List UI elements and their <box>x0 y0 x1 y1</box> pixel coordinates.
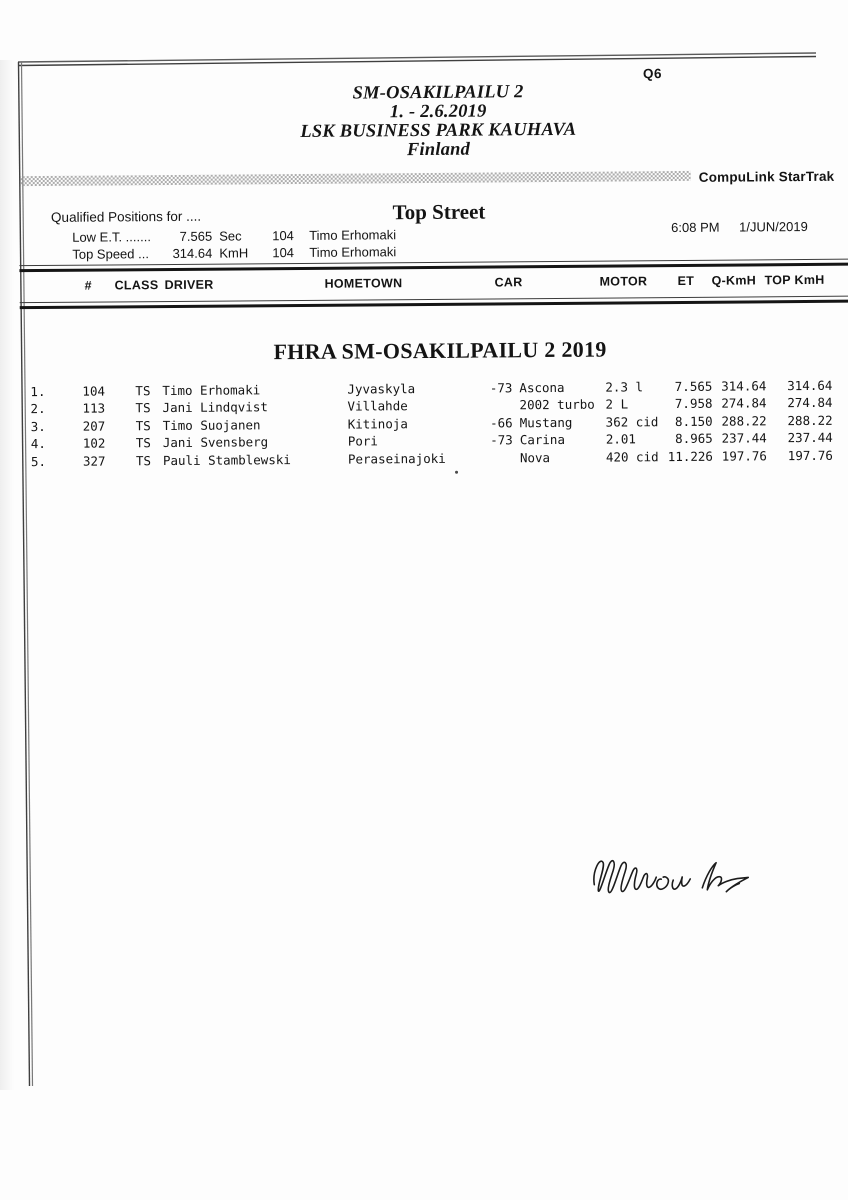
event-title-line-1: SM-OSAKILPAILU 2 <box>352 82 524 104</box>
cell-hometown: Kitinoja <box>347 415 408 432</box>
cell-position: 5. <box>30 453 47 469</box>
cell-qkmh: 197.76 <box>721 447 767 464</box>
cell-number: 113 <box>82 400 106 417</box>
results-title: FHRA SM-OSAKILPAILU 2 2019 <box>273 336 607 365</box>
cell-driver: Timo Suojanen <box>162 417 261 433</box>
cell-qkmh: 314.64 <box>721 378 767 394</box>
halftone-band <box>21 171 691 186</box>
cell-et: 7.565 <box>674 378 713 395</box>
event-header <box>14 81 848 164</box>
cell-car-year: -73 <box>489 380 513 396</box>
cell-position: 4. <box>30 436 46 452</box>
cell-number: 102 <box>82 435 106 451</box>
low-et-driver: Timo Erhomaki <box>309 227 397 243</box>
cell-number: 104 <box>82 383 106 399</box>
low-et-unit: Sec <box>219 228 242 244</box>
cell-driver: Jani Lindqvist <box>162 399 268 416</box>
cell-car: Ascona <box>519 379 565 396</box>
cell-topkmh: 274.84 <box>787 395 833 411</box>
cell-car: 2002 turbo <box>519 397 595 413</box>
col-header-car: CAR <box>494 275 523 290</box>
cell-class: TS <box>135 400 151 416</box>
event-title-line-4: Finland <box>406 139 471 161</box>
col-header-class: CLASS <box>114 278 159 293</box>
cell-et: 8.150 <box>674 413 713 429</box>
cell-hometown: Pori <box>347 433 378 449</box>
col-header-et: ET <box>677 273 695 289</box>
print-time: 6:08 PM <box>671 219 720 236</box>
col-header-hometown: HOMETOWN <box>324 276 403 291</box>
cell-et: 7.958 <box>674 396 713 412</box>
cell-motor: 362 cid <box>605 413 659 430</box>
brand-label: CompuLink StarTrak <box>698 168 835 185</box>
top-speed-car-number: 104 <box>272 245 295 261</box>
cell-driver: Timo Erhomaki <box>162 382 261 399</box>
cell-driver: Pauli Stamblewski <box>162 451 291 468</box>
col-header-qkmh: Q-KmH <box>711 273 757 288</box>
signature <box>584 835 765 906</box>
cell-car-year: -73 <box>490 432 513 448</box>
cell-car-year: -66 <box>490 415 513 431</box>
low-et-label: Low E.T. ....... <box>72 229 151 245</box>
top-speed-driver: Timo Erhomaki <box>309 244 397 260</box>
low-et-value: 7.565 <box>179 228 213 244</box>
col-header-motor: MOTOR <box>599 274 648 289</box>
cell-hometown: Villahde <box>347 398 408 414</box>
page-label: Q6 <box>642 66 662 82</box>
event-title-line-2: 1. - 2.6.2019 <box>389 101 487 123</box>
print-date: 1/JUN/2019 <box>739 218 808 235</box>
low-et-car-number: 104 <box>272 228 294 244</box>
class-title: Top Street <box>392 199 486 225</box>
cell-et: 8.965 <box>675 430 713 447</box>
event-title-line-3: LSK BUSINESS PARK KAUHAVA <box>300 119 577 142</box>
cell-class: TS <box>135 452 152 468</box>
cell-topkmh: 288.22 <box>787 412 833 428</box>
col-header-topkmh: TOP KmH <box>764 272 825 288</box>
cell-motor: 2.01 <box>605 431 636 447</box>
cell-car: Carina <box>519 432 566 448</box>
cell-topkmh: 197.76 <box>787 447 833 463</box>
cell-position: 3. <box>30 418 46 434</box>
cell-topkmh: 314.64 <box>787 377 833 394</box>
col-header-driver: DRIVER <box>164 277 214 293</box>
cell-motor: 420 cid <box>605 448 659 465</box>
cell-et: 11.226 <box>667 448 713 464</box>
col-header-number: # <box>84 278 92 293</box>
cell-class: TS <box>135 417 151 434</box>
cell-class: TS <box>135 383 151 399</box>
top-speed-value: 314.64 <box>172 245 213 261</box>
cell-qkmh: 288.22 <box>721 413 767 429</box>
cell-motor: 2.3 l <box>605 379 644 395</box>
cell-qkmh: 274.84 <box>721 395 767 412</box>
cell-hometown: Jyvaskyla <box>347 381 416 397</box>
scan-artifact <box>455 471 458 474</box>
cell-motor: 2 L <box>605 396 629 412</box>
cell-car: Nova <box>519 449 551 465</box>
top-speed-unit: KmH <box>219 245 249 261</box>
cell-number: 207 <box>82 418 106 434</box>
cell-qkmh: 237.44 <box>721 430 767 446</box>
qualified-positions-label: Qualified Positions for .... <box>50 208 202 225</box>
cell-position: 2. <box>30 401 46 417</box>
top-speed-label: Top Speed ... <box>72 246 149 262</box>
results-header-row <box>0 272 847 293</box>
cell-driver: Jani Svensberg <box>162 434 269 451</box>
cell-car: Mustang <box>519 414 573 431</box>
cell-number: 327 <box>82 453 106 469</box>
cell-hometown: Peraseinajoki <box>347 450 446 467</box>
cell-position: 1. <box>30 383 46 400</box>
cell-topkmh: 237.44 <box>787 429 833 446</box>
cell-class: TS <box>135 435 151 451</box>
